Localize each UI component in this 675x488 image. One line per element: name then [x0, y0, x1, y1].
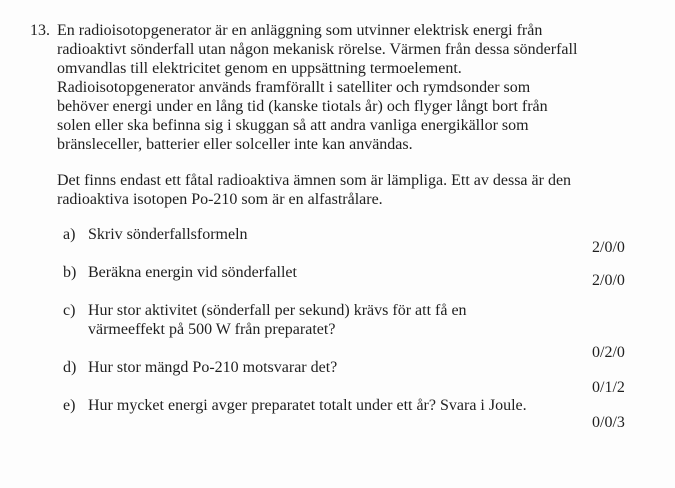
question-paragraph-intro: En radioisotopgenerator är en anläggning som utvinner elektrisk energi från radioaktivt sönderfall utan någon mekanisk rörelse. Värmen från dessa sönderfall omvandlas till elektricitet genom en uppsättning termoelement. Radioisotopgenerator används framförallt i satelliter och rymdsonder som behöver energi under en lång tid (kanske tiotals år) och flyger långt bort från solen eller ska befinna sig i skuggan så att andra vanliga energikällor som bränsleceller, batterier eller solceller inte kan användas. [57, 22, 578, 153]
score-subquestion-c: 0/2/0 [592, 344, 625, 361]
subquestion-c [63, 301, 585, 339]
subquestion-d [63, 358, 585, 377]
subquestion-e-text: Hur mycket energi avger preparatet totalt under ett år? Svara i Joule. [88, 397, 527, 414]
subquestion-b [63, 263, 585, 282]
subquestion-e [63, 396, 585, 415]
subquestion-b-letter: b) [63, 264, 77, 281]
subquestion-c-letter: c) [63, 302, 76, 319]
subquestion-a-text: Skriv sönderfallsformeln [88, 226, 248, 243]
subquestion-list [63, 225, 585, 415]
score-subquestion-b: 2/0/0 [592, 272, 625, 289]
question-paragraph-isotope: Det finns endast ett fåtal radioaktiva ämnen som är lämpliga. Ett av dessa är den radioaktiva isotopen Po-210 som är en alfastrålare. [57, 172, 572, 208]
score-subquestion-a: 2/0/0 [592, 239, 625, 256]
score-subquestion-e: 0/0/3 [592, 414, 625, 431]
subquestion-a-letter: a) [63, 226, 76, 243]
question-body [57, 21, 585, 415]
score-subquestion-d: 0/1/2 [592, 379, 625, 396]
question-13 [30, 21, 585, 415]
subquestion-b-text: Beräkna energin vid sönderfallet [88, 264, 297, 281]
subquestion-c-text: Hur stor aktivitet (sönderfall per sekund) krävs för att få en värmeeffekt på 500 W från preparatet? [88, 302, 467, 338]
subquestion-d-text: Hur stor mängd Po-210 motsvarar det? [88, 359, 338, 376]
subquestion-d-letter: d) [63, 359, 77, 376]
subquestion-a [63, 225, 585, 244]
subquestion-e-letter: e) [63, 397, 76, 414]
question-number: 13. [30, 22, 50, 39]
